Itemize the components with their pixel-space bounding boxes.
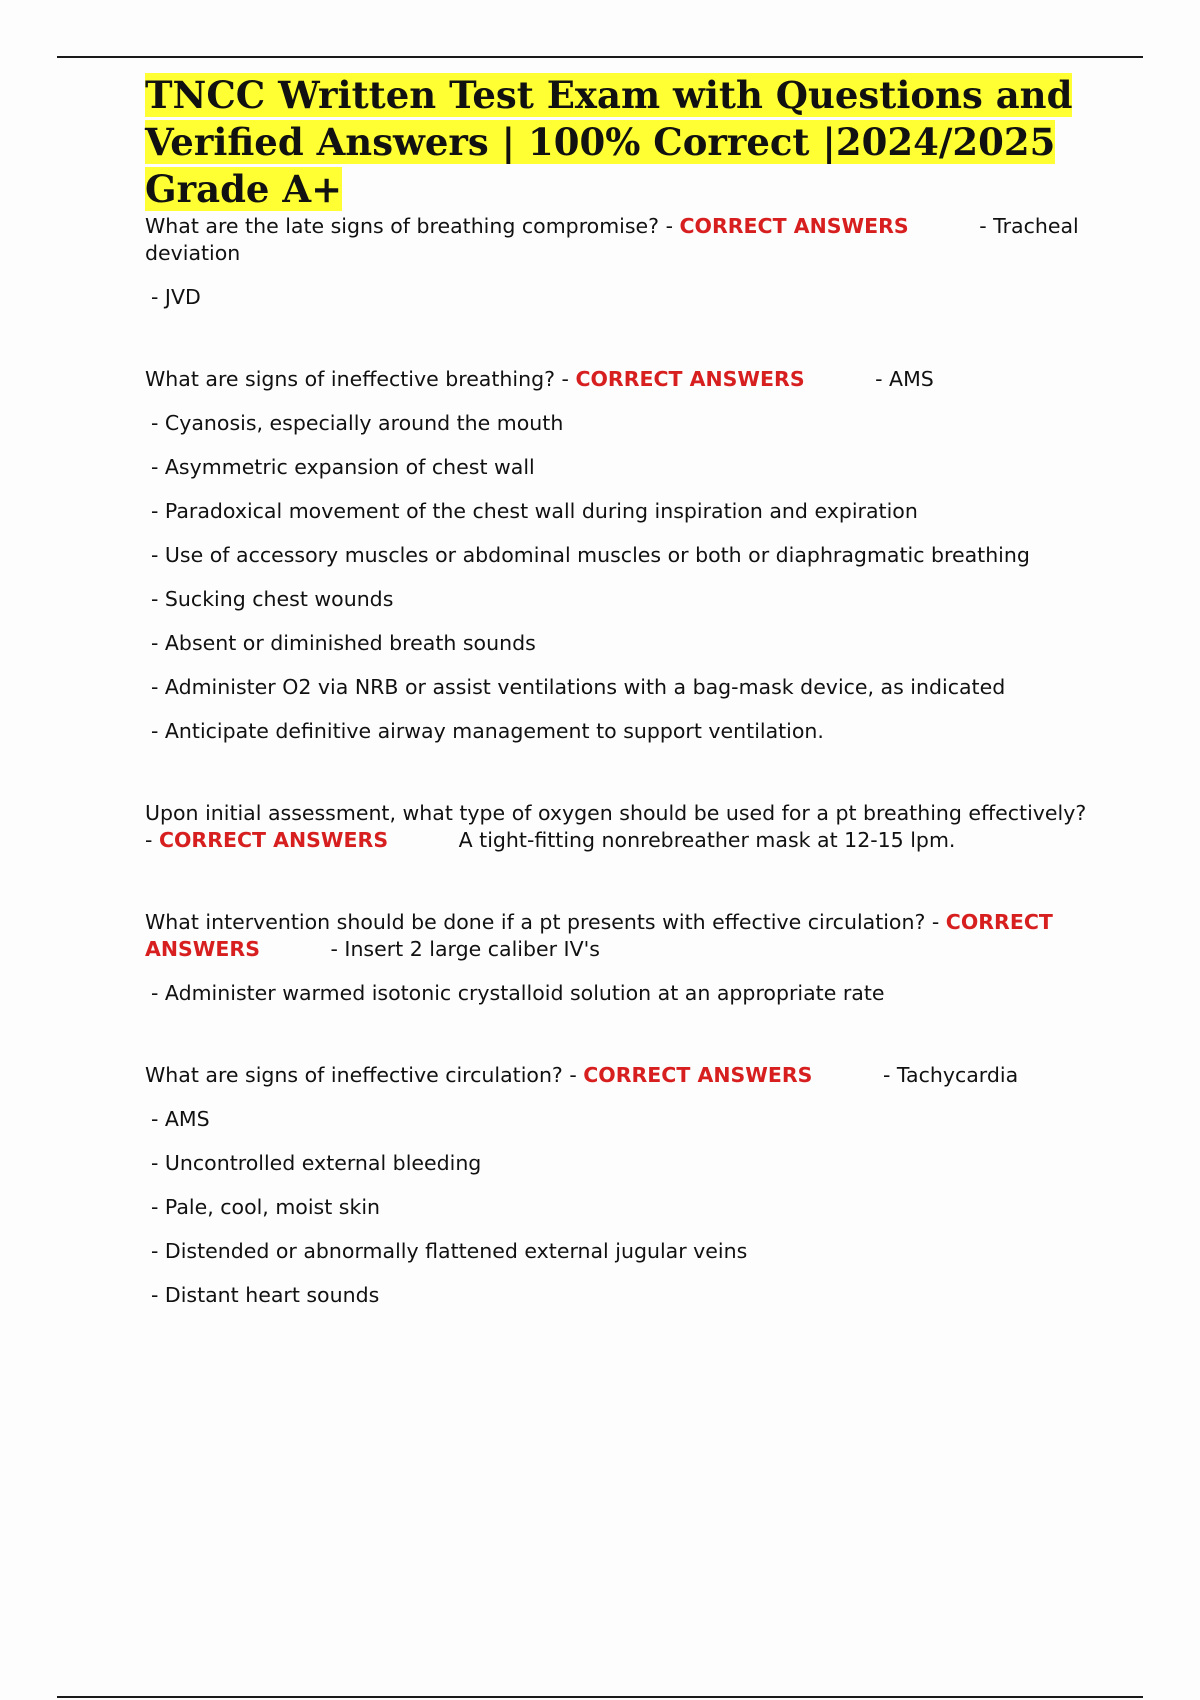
qa-block bbox=[145, 800, 1095, 854]
qa-first-answer: - Tracheal deviation bbox=[145, 214, 1079, 265]
list-item: - AMS bbox=[151, 1107, 210, 1131]
list-item: - JVD bbox=[151, 285, 201, 309]
qa-block bbox=[145, 213, 1095, 311]
correct-answers-label: CORRECT ANSWERS bbox=[158, 828, 389, 852]
qa-block bbox=[145, 909, 1095, 1007]
qa-question: What are signs of ineffective circulation? - CORRECT ANSWERS - Tachycardia bbox=[145, 1063, 1019, 1087]
list-item: - Absent or diminished breath sounds bbox=[151, 631, 536, 655]
list-item: - Pale, cool, moist skin bbox=[151, 1195, 381, 1219]
bottom-rule bbox=[57, 1696, 1143, 1698]
list-item: - Distant heart sounds bbox=[151, 1283, 380, 1307]
list-item: - Paradoxical movement of the chest wall during inspiration and expiration bbox=[151, 499, 918, 523]
top-rule bbox=[57, 56, 1143, 58]
correct-answers-label: CORRECT ANSWERS bbox=[145, 910, 1053, 961]
correct-answers-label: CORRECT ANSWERS bbox=[679, 214, 909, 238]
qa-question: Upon initial assessment, what type of oxygen should be used for a pt breathing effectively? - CORRECT ANSWERS A tight-fitting nonrebreather mask at 12-15 lpm. bbox=[145, 801, 1087, 852]
qa-first-answer: - Insert 2 large caliber IV's bbox=[330, 937, 600, 961]
document-title: TNCC Written Test Exam with Questions and Verified Answers | 100% Correct |2024/2025 Grade A+ bbox=[145, 73, 1073, 211]
qa-first-answer: - AMS bbox=[875, 367, 934, 391]
list-item: - Use of accessory muscles or abdominal muscles or both or diaphragmatic breathing bbox=[151, 543, 1030, 567]
qa-block bbox=[145, 1062, 1095, 1309]
list-item: - Administer warmed isotonic crystalloid solution at an appropriate rate bbox=[151, 981, 885, 1005]
qa-list bbox=[145, 213, 1095, 1309]
document-page bbox=[145, 72, 1095, 1309]
qa-question: What intervention should be done if a pt presents with effective circulation? - CORRECT ANSWERS - Insert 2 large caliber IV's bbox=[145, 910, 1053, 961]
qa-question: What are signs of ineffective breathing? - CORRECT ANSWERS - AMS bbox=[145, 367, 934, 391]
correct-answers-label: CORRECT ANSWERS bbox=[583, 1063, 813, 1087]
list-item: - Anticipate definitive airway management to support ventilation. bbox=[151, 719, 824, 743]
qa-question: What are the late signs of breathing compromise? - CORRECT ANSWERS - Tracheal deviation bbox=[145, 214, 1079, 265]
qa-first-answer: - Tachycardia bbox=[882, 1063, 1019, 1087]
correct-answers-label: CORRECT ANSWERS bbox=[575, 367, 805, 391]
qa-block bbox=[145, 366, 1095, 745]
list-item: - Administer O2 via NRB or assist ventilations with a bag-mask device, as indicated bbox=[151, 675, 1006, 699]
qa-first-answer: A tight-fitting nonrebreather mask at 12-15 lpm. bbox=[458, 828, 956, 852]
list-item: - Cyanosis, especially around the mouth bbox=[151, 411, 564, 435]
list-item: - Sucking chest wounds bbox=[151, 587, 394, 611]
list-item: - Distended or abnormally flattened external jugular veins bbox=[151, 1239, 748, 1263]
list-item: - Asymmetric expansion of chest wall bbox=[151, 455, 535, 479]
list-item: - Uncontrolled external bleeding bbox=[151, 1151, 482, 1175]
